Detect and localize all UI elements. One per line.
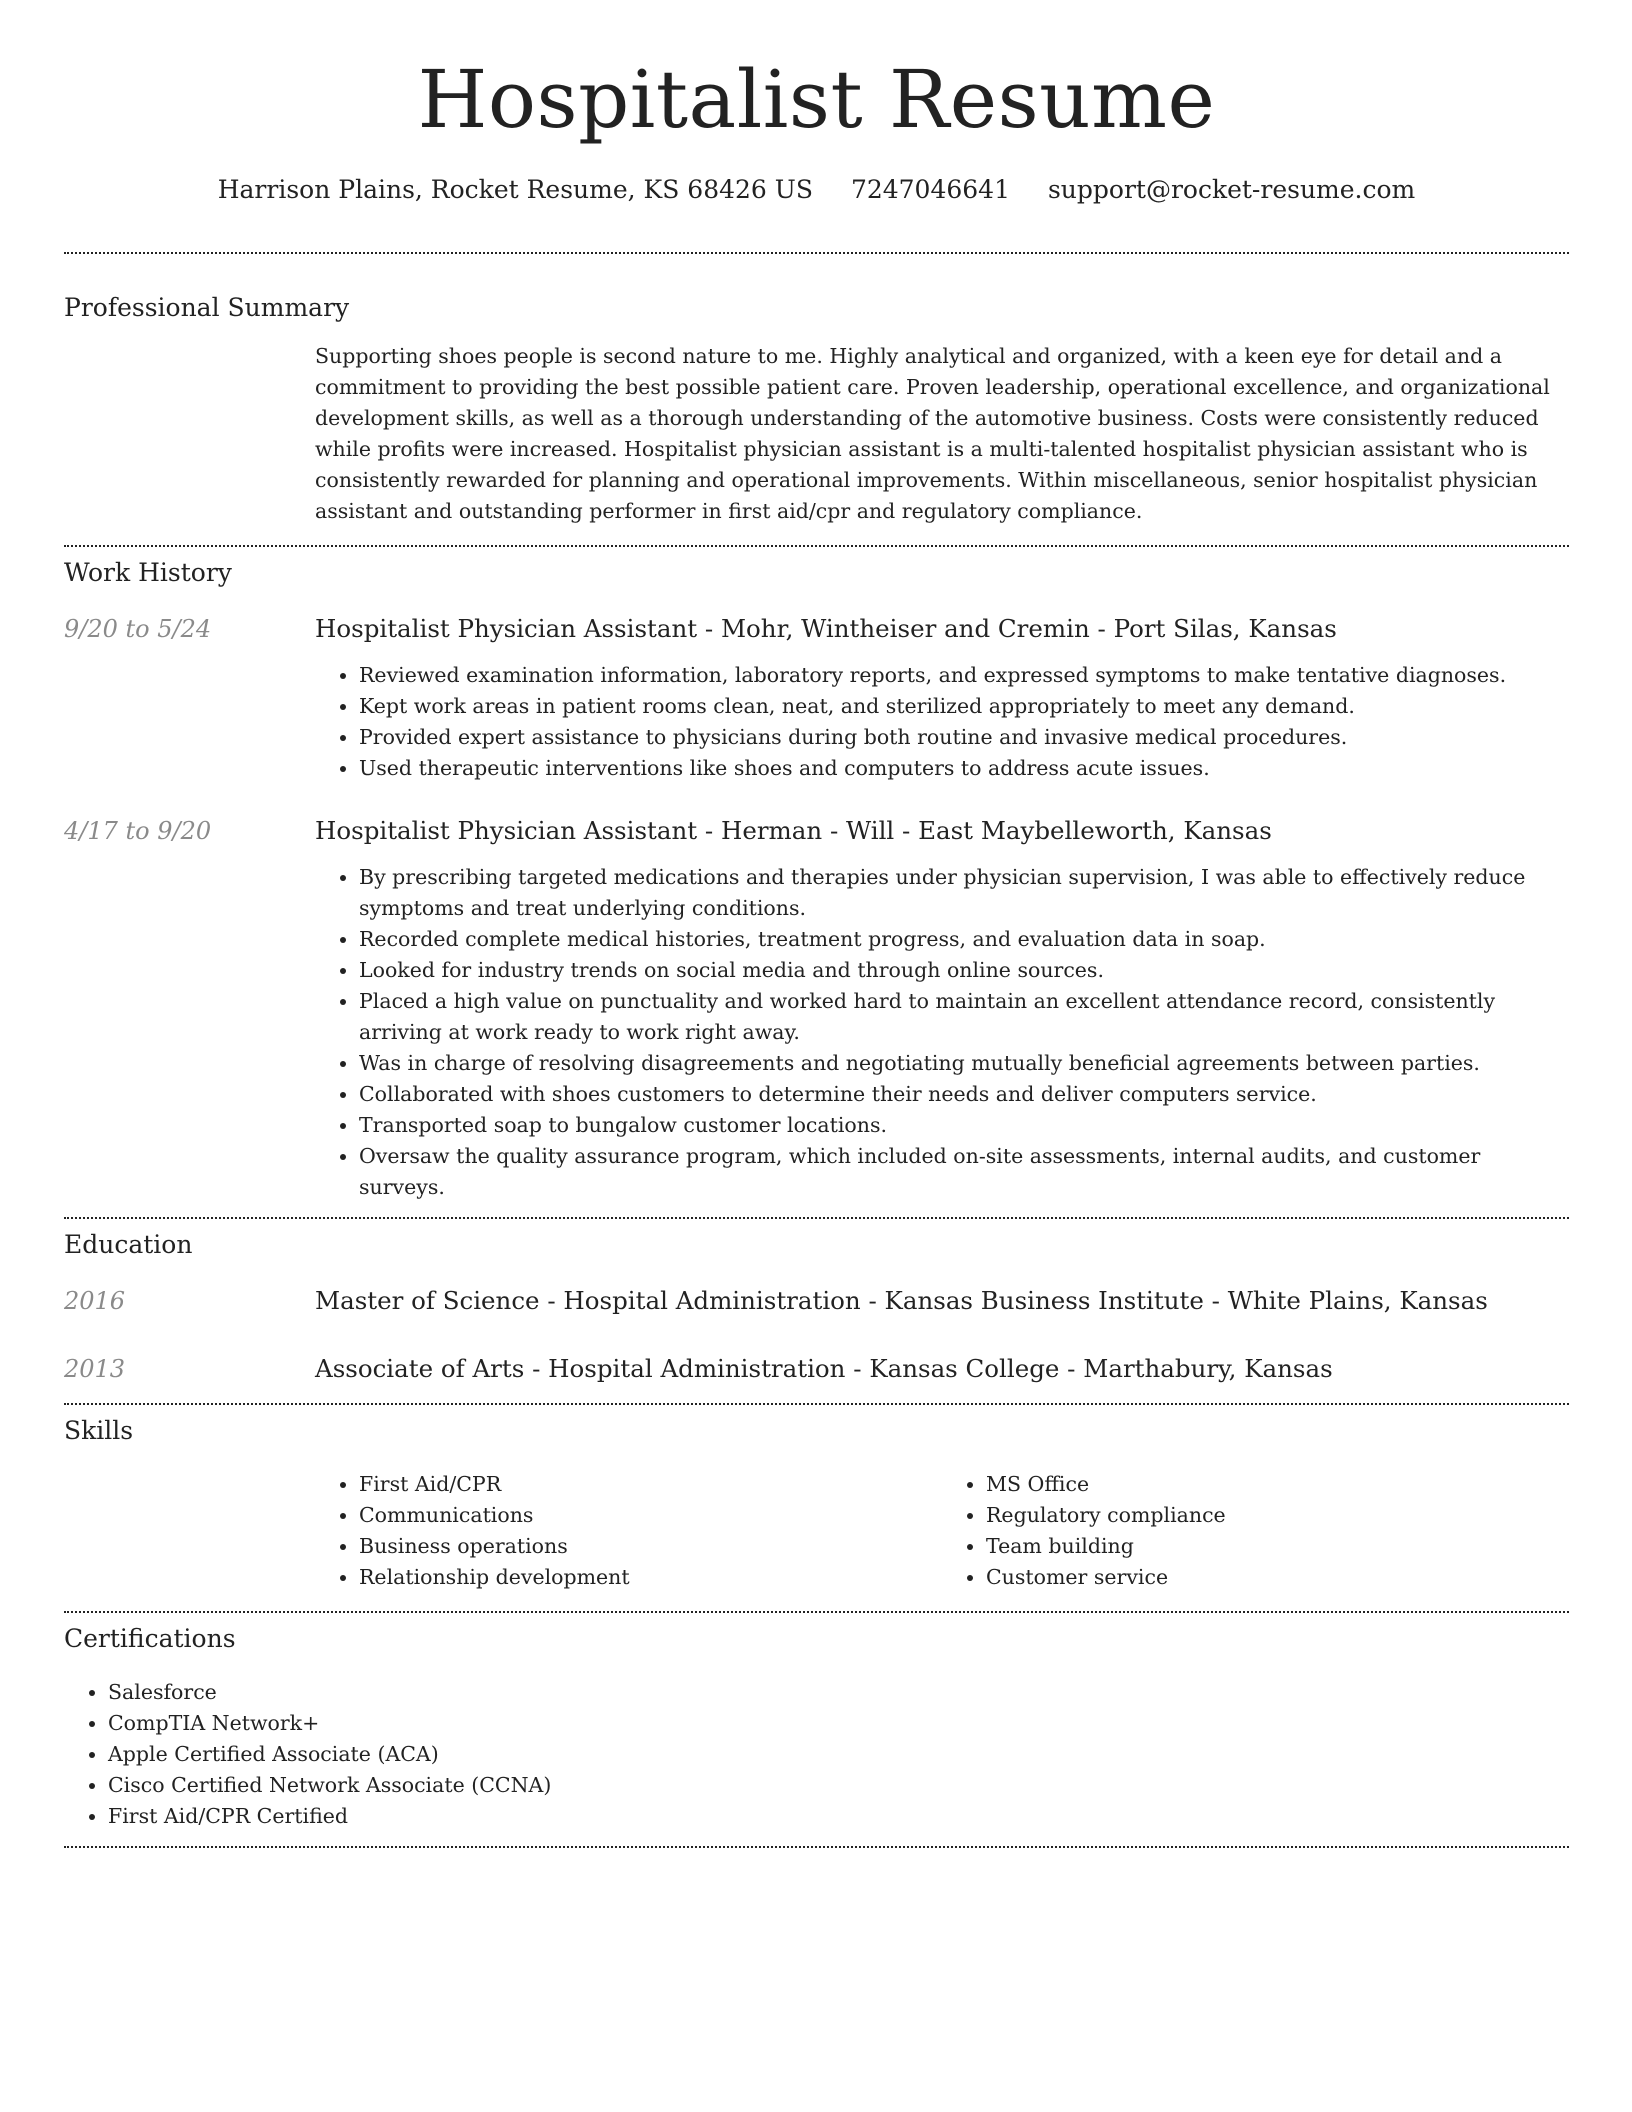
list-item: • Oversaw the quality assurance program, which included on-site assessments, internal audits, and customer surveys. — [359, 1141, 1569, 1203]
job-entry — [64, 613, 1569, 784]
education-year: 2016 — [64, 1287, 126, 1315]
list-item: • Regulatory compliance — [986, 1500, 1569, 1531]
list-item: • Used therapeutic interventions like shoes and computers to address acute issues. — [359, 753, 1569, 784]
list-item: • CompTIA Network+ — [108, 1708, 1569, 1739]
skills-section — [64, 1415, 1569, 1593]
job-entry — [64, 815, 1569, 1203]
list-item: • Team building — [986, 1531, 1569, 1562]
job-dates: 4/17 to 9/20 — [64, 817, 212, 845]
list-item: • Kept work areas in patient rooms clean, neat, and sterilized appropriately to meet any demand. — [359, 691, 1569, 722]
list-item: • Relationship development — [359, 1562, 942, 1593]
list-item: • Business operations — [359, 1531, 942, 1562]
education-degree: Master of Science - Hospital Administration - Kansas Business Institute - White Plains, Kansas — [315, 1286, 1488, 1315]
section-heading-certifications: Certifications — [64, 1624, 236, 1653]
list-item: • Reviewed examination information, laboratory reports, and expressed symptoms to make tentative diagnoses. — [359, 660, 1569, 691]
resume-title: Hospitalist Resume — [417, 53, 1216, 146]
list-item: • Cisco Certified Network Associate (CCNA) — [108, 1770, 1569, 1801]
skills-list-right — [942, 1469, 1569, 1593]
list-item: • Looked for industry trends on social media and through online sources. — [359, 955, 1569, 986]
section-heading-summary: Professional Summary — [64, 293, 350, 322]
list-item: • Communications — [359, 1500, 942, 1531]
job-bullets — [315, 862, 1569, 1203]
job-title: Hospitalist Physician Assistant - Mohr, Wintheiser and Cremin - Port Silas, Kansas — [315, 614, 1337, 643]
certifications-section — [64, 1623, 1569, 1832]
contact-address: Harrison Plains, Rocket Resume, KS 68426 US — [217, 175, 813, 204]
list-item: • Salesforce — [108, 1677, 1569, 1708]
divider — [64, 1403, 1569, 1405]
list-item: • Recorded complete medical histories, treatment progress, and evaluation data in soap. — [359, 924, 1569, 955]
divider — [64, 1611, 1569, 1613]
resume-page — [64, 0, 1569, 1848]
list-item: • Transported soap to bungalow customer locations. — [359, 1110, 1569, 1141]
education-degree: Associate of Arts - Hospital Administration - Kansas College - Marthabury, Kansas — [315, 1354, 1333, 1383]
list-item: • Provided expert assistance to physicians during both routine and invasive medical procedures. — [359, 722, 1569, 753]
list-item: • Apple Certified Associate (ACA) — [108, 1739, 1569, 1770]
list-item: • Collaborated with shoes customers to determine their needs and deliver computers service. — [359, 1079, 1569, 1110]
education-year: 2013 — [64, 1355, 126, 1383]
list-item: • First Aid/CPR Certified — [108, 1801, 1569, 1832]
section-heading-education: Education — [64, 1230, 193, 1259]
contact-line — [64, 172, 1569, 208]
section-heading-work: Work History — [64, 558, 232, 587]
divider — [64, 545, 1569, 547]
job-title: Hospitalist Physician Assistant - Herman - Will - East Maybelleworth, Kansas — [315, 816, 1272, 845]
job-bullets — [315, 660, 1569, 784]
divider — [64, 1846, 1569, 1848]
divider — [64, 1217, 1569, 1219]
divider — [64, 252, 1569, 254]
section-heading-skills: Skills — [64, 1416, 134, 1445]
list-item: • First Aid/CPR — [359, 1469, 942, 1500]
skills-list-left — [315, 1469, 942, 1593]
education-entry — [64, 1285, 1569, 1317]
list-item: • By prescribing targeted medications and therapies under physician supervision, I was able to effectively reduce symptoms and treat underlying conditions. — [359, 862, 1569, 924]
list-item: • Customer service — [986, 1562, 1569, 1593]
summary-section — [64, 292, 1569, 527]
education-section — [64, 1229, 1569, 1385]
skills-grid — [315, 1469, 1569, 1593]
list-item: • Was in charge of resolving disagreements and negotiating mutually beneficial agreements between parties. — [359, 1048, 1569, 1079]
list-item: • Placed a high value on punctuality and worked hard to maintain an excellent attendance record, consistently arriving at work ready to work right away. — [359, 986, 1569, 1048]
job-dates: 9/20 to 5/24 — [64, 615, 212, 643]
contact-phone: 7247046641 — [850, 175, 1010, 204]
education-entry — [64, 1353, 1569, 1385]
list-item: • MS Office — [986, 1469, 1569, 1500]
work-history-section — [64, 557, 1569, 1203]
contact-email: support@rocket-resume.com — [1047, 175, 1416, 204]
summary-text: Supporting shoes people is second nature to me. Highly analytical and organized, with a keen eye for detail and a commitment to providing the best possible patient care. Proven leadership, operational excellence, and organizational development skills, as well as a thorough understanding of the automotive business. Costs were consistently reduced while profits were increased. Hospitalist physician assistant is a multi-talented hospitalist physician assistant who is consistently rewarded for planning and operational improvements. Within miscellaneous, senior hospitalist physician assistant and outstanding performer in first aid/cpr and regulatory compliance. — [315, 344, 1550, 523]
certifications-list — [64, 1677, 1569, 1832]
